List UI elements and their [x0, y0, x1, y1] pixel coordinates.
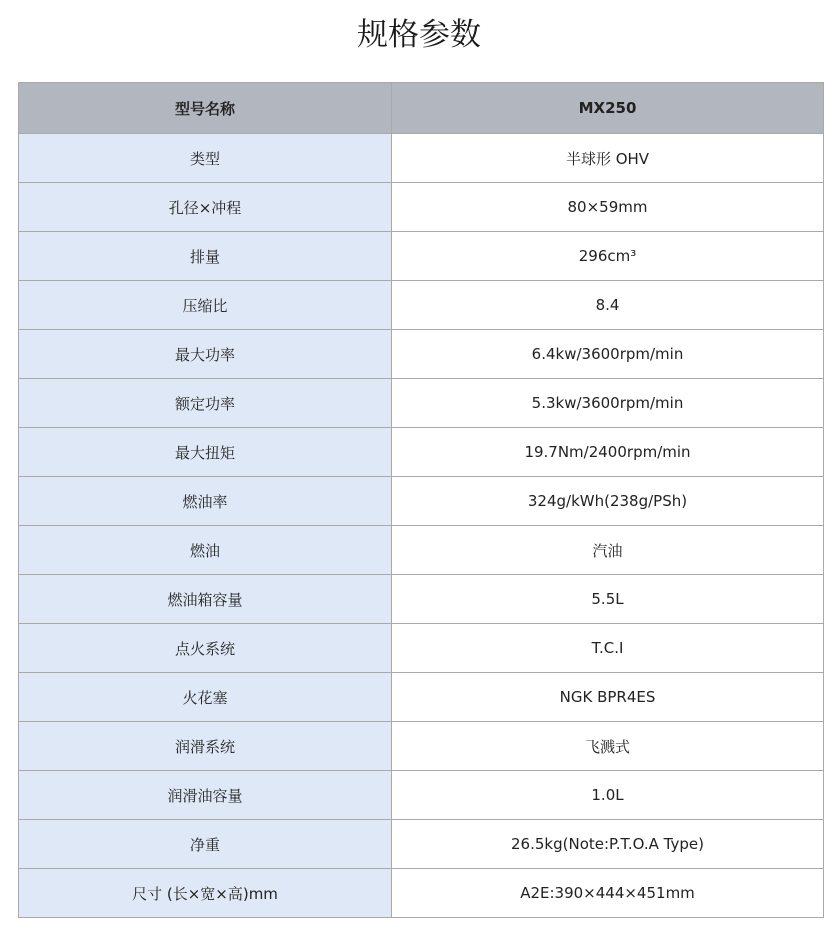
row-label: 燃油率: [19, 477, 392, 526]
row-label: 润滑系统: [19, 722, 392, 771]
table-header-row: [19, 83, 824, 134]
table-row: [19, 477, 824, 526]
row-label: 孔径×冲程: [19, 183, 392, 232]
row-value: 324g/kWh(238g/PSh): [392, 477, 824, 526]
table-row: [19, 722, 824, 771]
row-value: 80×59mm: [392, 183, 824, 232]
row-value: 半球形 OHV: [392, 134, 824, 183]
row-label: 净重: [19, 820, 392, 869]
table-row: [19, 673, 824, 722]
row-value: 296cm³: [392, 232, 824, 281]
table-row: [19, 428, 824, 477]
row-value: 6.4kw/3600rpm/min: [392, 330, 824, 379]
row-label: 润滑油容量: [19, 771, 392, 820]
row-value: 5.5L: [392, 575, 824, 624]
table-row: [19, 869, 824, 918]
row-value: 5.3kw/3600rpm/min: [392, 379, 824, 428]
table-row: [19, 771, 824, 820]
row-label: 燃油: [19, 526, 392, 575]
header-value-cell: MX250: [392, 83, 824, 134]
table-row: [19, 183, 824, 232]
table-row: [19, 330, 824, 379]
spec-table: [18, 82, 824, 918]
row-label: 最大扭矩: [19, 428, 392, 477]
row-label: 点火系统: [19, 624, 392, 673]
row-value: 1.0L: [392, 771, 824, 820]
table-row: [19, 232, 824, 281]
row-value: 8.4: [392, 281, 824, 330]
header-label-cell: 型号名称: [19, 83, 392, 134]
row-value: 飞溅式: [392, 722, 824, 771]
row-value: 19.7Nm/2400rpm/min: [392, 428, 824, 477]
table-row: [19, 526, 824, 575]
row-label: 燃油箱容量: [19, 575, 392, 624]
table-row: [19, 624, 824, 673]
table-row: [19, 575, 824, 624]
row-value: 汽油: [392, 526, 824, 575]
row-value: A2E:390×444×451mm: [392, 869, 824, 918]
table-row: [19, 281, 824, 330]
row-label: 压缩比: [19, 281, 392, 330]
row-label: 额定功率: [19, 379, 392, 428]
row-label: 尺寸 (长×宽×高)mm: [19, 869, 392, 918]
page-title: 规格参数: [357, 17, 481, 53]
table-row: [19, 820, 824, 869]
row-label: 火花塞: [19, 673, 392, 722]
row-label: 类型: [19, 134, 392, 183]
row-value: 26.5kg(Note:P.T.O.A Type): [392, 820, 824, 869]
table-row: [19, 134, 824, 183]
table-row: [19, 379, 824, 428]
row-label: 排量: [19, 232, 392, 281]
row-label: 最大功率: [19, 330, 392, 379]
row-value: NGK BPR4ES: [392, 673, 824, 722]
row-value: T.C.I: [392, 624, 824, 673]
